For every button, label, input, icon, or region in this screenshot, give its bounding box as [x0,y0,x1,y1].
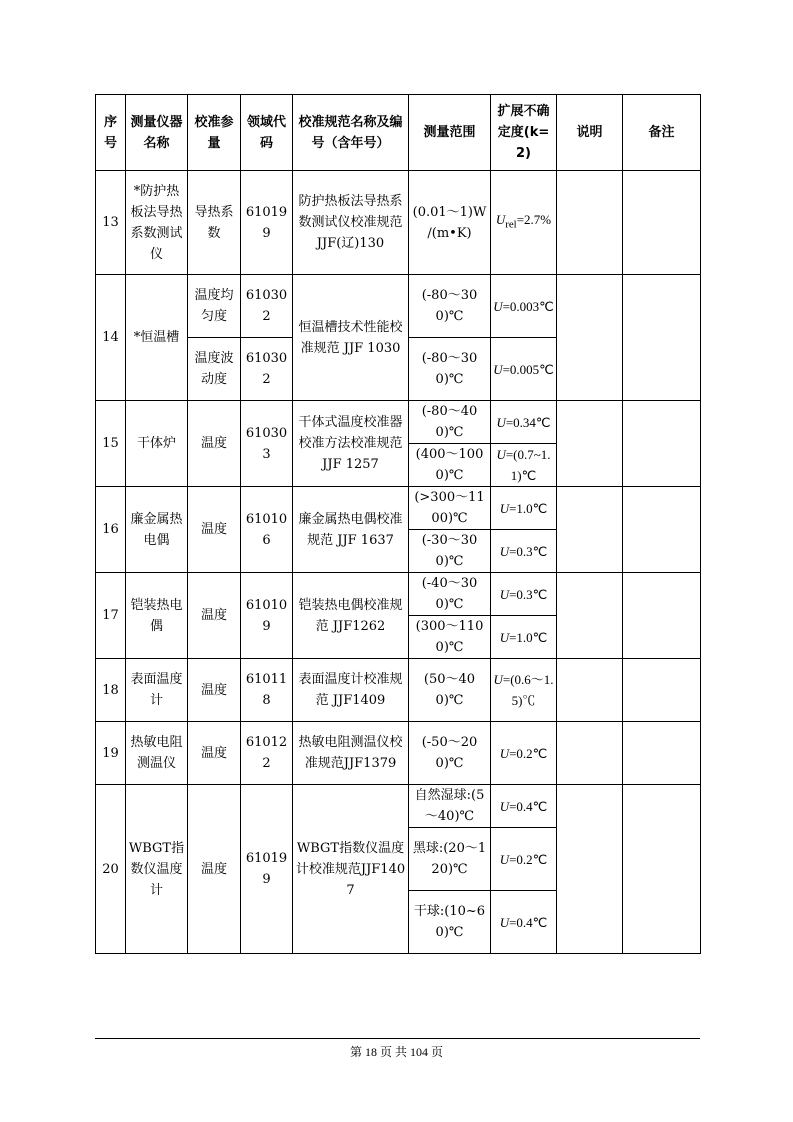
uncertainty-value: =0.005℃ [502,361,554,377]
spec-name: 防护热板法导热系数测试仪校准规范 JJF(辽)130 [293,171,409,275]
instrument-name: 干体炉 [126,401,188,487]
header-cell: 序号 [96,95,126,171]
uncertainty-symbol: U [499,851,510,867]
uncertainty-value: =0.3℃ [509,543,548,559]
uncertainty-value: =0.2℃ [509,851,548,867]
parameter: 导热系数 [188,171,241,275]
uncertainty-symbol: U [499,543,510,559]
uncertainty-value: =(0.6～1.5)℃ [502,672,554,708]
page-number: 第 18 页 共 104 页 [349,1045,443,1059]
header-cell: 校准参量 [188,95,241,171]
range: (300～1100)℃ [409,616,491,659]
field-code: 610302 [241,275,293,338]
note-cell [557,487,623,573]
header-cell: 校准规范名称及编号（含年号） [293,95,409,171]
uncertainty-symbol: U [496,414,506,430]
uncertainty [491,659,557,722]
remark-cell [623,785,701,954]
row-number: 20 [96,785,126,954]
spec-name: 铠装热电偶校准规范 JJF1262 [293,573,409,659]
uncertainty [491,275,557,338]
uncertainty-symbol: U [493,672,503,687]
remark-cell [623,487,701,573]
field-code: 610302 [241,338,293,401]
spec-name: WBGT指数仪温度计校准规范JJF1407 [293,785,409,954]
remark-cell [623,573,701,659]
field-code: 610106 [241,487,293,573]
header-cell: 扩展不确定度(k=2) [491,95,557,171]
uncertainty [491,171,557,275]
row-number: 19 [96,722,126,785]
spec-name: 恒温槽技术性能校准规范 JJF 1030 [293,275,409,401]
spec-name: 廉金属热电偶校准规范 JJF 1637 [293,487,409,573]
uncertainty-value: =(0.7~1.1)℃ [505,447,551,483]
range: (-40～300)℃ [409,573,491,616]
note-cell [557,573,623,659]
range: 自然湿球:(5～40)℃ [409,785,491,828]
uncertainty [491,891,557,954]
note-cell [557,722,623,785]
uncertainty-value: =0.2℃ [509,745,548,761]
uncertainty-value: =1.0℃ [509,629,548,645]
uncertainty-value: =2.7% [516,212,552,228]
remark-cell [623,275,701,401]
table-row [96,659,701,722]
uncertainty-symbol: U [499,500,510,516]
spec-name: 表面温度计校准规范 JJF1409 [293,659,409,722]
uncertainty [491,487,557,530]
parameter: 温度 [188,573,241,659]
table-row [96,785,701,828]
instrument-name: 廉金属热电偶 [126,487,188,573]
parameter: 温度 [188,722,241,785]
header-cell: 备注 [623,95,701,171]
uncertainty [491,616,557,659]
remark-cell [623,171,701,275]
field-code: 610118 [241,659,293,722]
remark-cell [623,722,701,785]
table-row [96,722,701,785]
parameter: 温度波动度 [188,338,241,401]
row-number: 18 [96,659,126,722]
instrument-name: 热敏电阻测温仪 [126,722,188,785]
parameter: 温度均匀度 [188,275,241,338]
field-code: 610109 [241,573,293,659]
table-row [96,275,701,338]
calibration-table [95,94,701,954]
instrument-name: 表面温度计 [126,659,188,722]
table-row [96,401,701,444]
note-cell [557,401,623,487]
range: (-50～200)℃ [409,722,491,785]
table-row [96,171,701,275]
table-row [96,487,701,530]
uncertainty-value: =0.003℃ [502,298,554,314]
range: 干球:(10~60)℃ [409,891,491,954]
spec-name: 干体式温度校准器校准方法校准规范 JJF 1257 [293,401,409,487]
instrument-name: 铠装热电偶 [126,573,188,659]
parameter: 温度 [188,401,241,487]
header-cell: 说明 [557,95,623,171]
row-number: 14 [96,275,126,401]
uncertainty-symbol: U [493,361,503,377]
range: (-30～300)℃ [409,530,491,573]
uncertainty [491,785,557,828]
field-code: 610199 [241,171,293,275]
uncertainty-value: =0.3℃ [509,586,548,602]
uncertainty [491,444,557,487]
uncertainty [491,828,557,891]
header-cell: 领域代码 [241,95,293,171]
uncertainty-symbol: U [499,745,510,761]
parameter: 温度 [188,487,241,573]
table-row [96,573,701,616]
uncertainty-value: =0.34℃ [505,414,551,430]
spec-name: 热敏电阻测温仪校准规范JJF1379 [293,722,409,785]
range: (400～1000)℃ [409,444,491,487]
row-number: 15 [96,401,126,487]
uncertainty-symbol: U [499,586,510,602]
note-cell [557,171,623,275]
range: (>300～1100)℃ [409,487,491,530]
uncertainty-symbol: U [499,914,510,930]
parameter: 温度 [188,659,241,722]
range: (-80～400)℃ [409,401,491,444]
field-code: 610122 [241,722,293,785]
note-cell [557,659,623,722]
field-code: 610303 [241,401,293,487]
uncertainty-symbol: U [493,298,503,314]
instrument-name: *恒温槽 [126,275,188,401]
footer-divider [95,1038,700,1039]
uncertainty [491,573,557,616]
header-row [96,95,701,171]
uncertainty-value: =1.0℃ [509,500,548,516]
remark-cell [623,659,701,722]
range: (-80～300)℃ [409,338,491,401]
header-cell: 测量范围 [409,95,491,171]
uncertainty-symbol: U [499,629,510,645]
field-code: 610199 [241,785,293,954]
note-cell [557,785,623,954]
range: 黑球:(20～120)℃ [409,828,491,891]
remark-cell [623,401,701,487]
note-cell [557,275,623,401]
uncertainty-symbol: U [495,212,506,228]
uncertainty-symbol: U [499,798,510,814]
uncertainty-symbol: U [496,447,506,462]
range: (50～400)℃ [409,659,491,722]
header-cell: 测量仪器名称 [126,95,188,171]
row-number: 17 [96,573,126,659]
uncertainty [491,401,557,444]
range: (0.01～1)W /(m•K) [409,171,491,275]
uncertainty-value: =0.4℃ [509,798,548,814]
uncertainty [491,722,557,785]
instrument-name: WBGT指数仪温度计 [126,785,188,954]
uncertainty-value: =0.4℃ [509,914,548,930]
row-number: 16 [96,487,126,573]
uncertainty-subscript: rel [505,218,517,231]
parameter: 温度 [188,785,241,954]
instrument-name: *防护热板法导热系数测试仪 [126,171,188,275]
row-number: 13 [96,171,126,275]
uncertainty [491,338,557,401]
uncertainty [491,530,557,573]
range: (-80～300)℃ [409,275,491,338]
